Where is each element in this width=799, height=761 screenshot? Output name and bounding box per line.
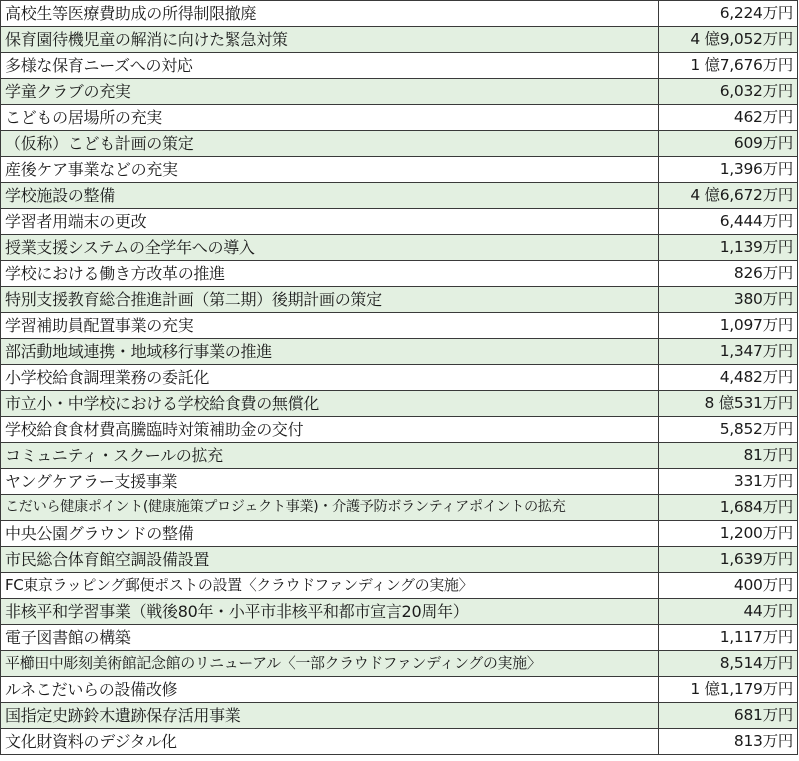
- table-row: [1, 651, 798, 677]
- amount-cell: 4 億6,672万円: [659, 183, 798, 209]
- amount-cell: 826万円: [659, 261, 798, 287]
- table-row: [1, 79, 798, 105]
- amount-cell: 1,684万円: [659, 495, 798, 521]
- table-row: [1, 157, 798, 183]
- item-name-cell: 市民総合体育館空調設備設置: [1, 547, 659, 573]
- amount-cell: 1,117万円: [659, 625, 798, 651]
- table-row: [1, 365, 798, 391]
- item-name-cell: 産後ケア事業などの充実: [1, 157, 659, 183]
- amount-cell: 1,639万円: [659, 547, 798, 573]
- table-row: [1, 27, 798, 53]
- amount-cell: 81万円: [659, 443, 798, 469]
- amount-cell: 1,347万円: [659, 339, 798, 365]
- amount-cell: 6,032万円: [659, 79, 798, 105]
- item-name-cell: ヤングケアラー支援事業: [1, 469, 659, 495]
- amount-cell: 1 億1,179万円: [659, 677, 798, 703]
- item-name-cell: 学習補助員配置事業の充実: [1, 313, 659, 339]
- table-row: [1, 469, 798, 495]
- amount-cell: 4,482万円: [659, 365, 798, 391]
- table-row: [1, 443, 798, 469]
- table-row: [1, 1, 798, 27]
- item-name-cell: 文化財資料のデジタル化: [1, 729, 659, 755]
- table-row: [1, 235, 798, 261]
- item-name-cell: （仮称）こども計画の策定: [1, 131, 659, 157]
- amount-cell: 6,224万円: [659, 1, 798, 27]
- item-name-cell: こだいら健康ポイント(健康施策プロジェクト事業)・介護予防ボランティアポイントの拡充: [1, 495, 659, 521]
- table-row: [1, 209, 798, 235]
- item-name-cell: 部活動地域連携・地域移行事業の推進: [1, 339, 659, 365]
- table-row: [1, 261, 798, 287]
- table-row: [1, 183, 798, 209]
- amount-cell: 1,396万円: [659, 157, 798, 183]
- amount-cell: 8 億531万円: [659, 391, 798, 417]
- table-row: [1, 521, 798, 547]
- table-row: [1, 573, 798, 599]
- item-name-cell: 市立小・中学校における学校給食費の無償化: [1, 391, 659, 417]
- amount-cell: 6,444万円: [659, 209, 798, 235]
- amount-cell: 400万円: [659, 573, 798, 599]
- amount-cell: 1 億7,676万円: [659, 53, 798, 79]
- item-name-cell: ルネこだいらの設備改修: [1, 677, 659, 703]
- item-name-cell: 多様な保育ニーズへの対応: [1, 53, 659, 79]
- item-name-cell: 高校生等医療費助成の所得制限撤廃: [1, 1, 659, 27]
- item-name-cell: コミュニティ・スクールの拡充: [1, 443, 659, 469]
- amount-cell: 1,097万円: [659, 313, 798, 339]
- amount-cell: 462万円: [659, 105, 798, 131]
- item-name-cell: 授業支援システムの全学年への導入: [1, 235, 659, 261]
- item-name-cell: 小学校給食調理業務の委託化: [1, 365, 659, 391]
- amount-cell: 4 億9,052万円: [659, 27, 798, 53]
- table-row: [1, 677, 798, 703]
- item-name-cell: 学校給食食材費高騰臨時対策補助金の交付: [1, 417, 659, 443]
- table-row: [1, 729, 798, 755]
- item-name-cell: 国指定史跡鈴木遺跡保存活用事業: [1, 703, 659, 729]
- table-row: [1, 339, 798, 365]
- amount-cell: 1,200万円: [659, 521, 798, 547]
- amount-cell: 609万円: [659, 131, 798, 157]
- amount-cell: 5,852万円: [659, 417, 798, 443]
- table-row: [1, 703, 798, 729]
- item-name-cell: 学校における働き方改革の推進: [1, 261, 659, 287]
- item-name-cell: 平櫛田中彫刻美術館記念館のリニューアル〈一部クラウドファンディングの実施〉: [1, 651, 659, 677]
- item-name-cell: こどもの居場所の充実: [1, 105, 659, 131]
- table-row: [1, 105, 798, 131]
- budget-table-body: [1, 1, 798, 755]
- amount-cell: 8,514万円: [659, 651, 798, 677]
- item-name-cell: 電子図書館の構築: [1, 625, 659, 651]
- amount-cell: 681万円: [659, 703, 798, 729]
- item-name-cell: 保育園待機児童の解消に向けた緊急対策: [1, 27, 659, 53]
- table-row: [1, 53, 798, 79]
- item-name-cell: 学習者用端末の更改: [1, 209, 659, 235]
- amount-cell: 813万円: [659, 729, 798, 755]
- item-name-cell: 特別支援教育総合推進計画（第二期）後期計画の策定: [1, 287, 659, 313]
- item-name-cell: 学童クラブの充実: [1, 79, 659, 105]
- item-name-cell: 中央公園グラウンドの整備: [1, 521, 659, 547]
- item-name-cell: 非核平和学習事業（戦後80年・小平市非核平和都市宣言20周年）: [1, 599, 659, 625]
- amount-cell: 1,139万円: [659, 235, 798, 261]
- table-row: [1, 547, 798, 573]
- table-row: [1, 313, 798, 339]
- item-name-cell: 学校施設の整備: [1, 183, 659, 209]
- table-row: [1, 625, 798, 651]
- table-row: [1, 495, 798, 521]
- item-name-cell: FC東京ラッピング郵便ポストの設置〈クラウドファンディングの実施〉: [1, 573, 659, 599]
- amount-cell: 44万円: [659, 599, 798, 625]
- table-row: [1, 131, 798, 157]
- amount-cell: 331万円: [659, 469, 798, 495]
- table-row: [1, 287, 798, 313]
- amount-cell: 380万円: [659, 287, 798, 313]
- table-row: [1, 599, 798, 625]
- table-row: [1, 417, 798, 443]
- table-row: [1, 391, 798, 417]
